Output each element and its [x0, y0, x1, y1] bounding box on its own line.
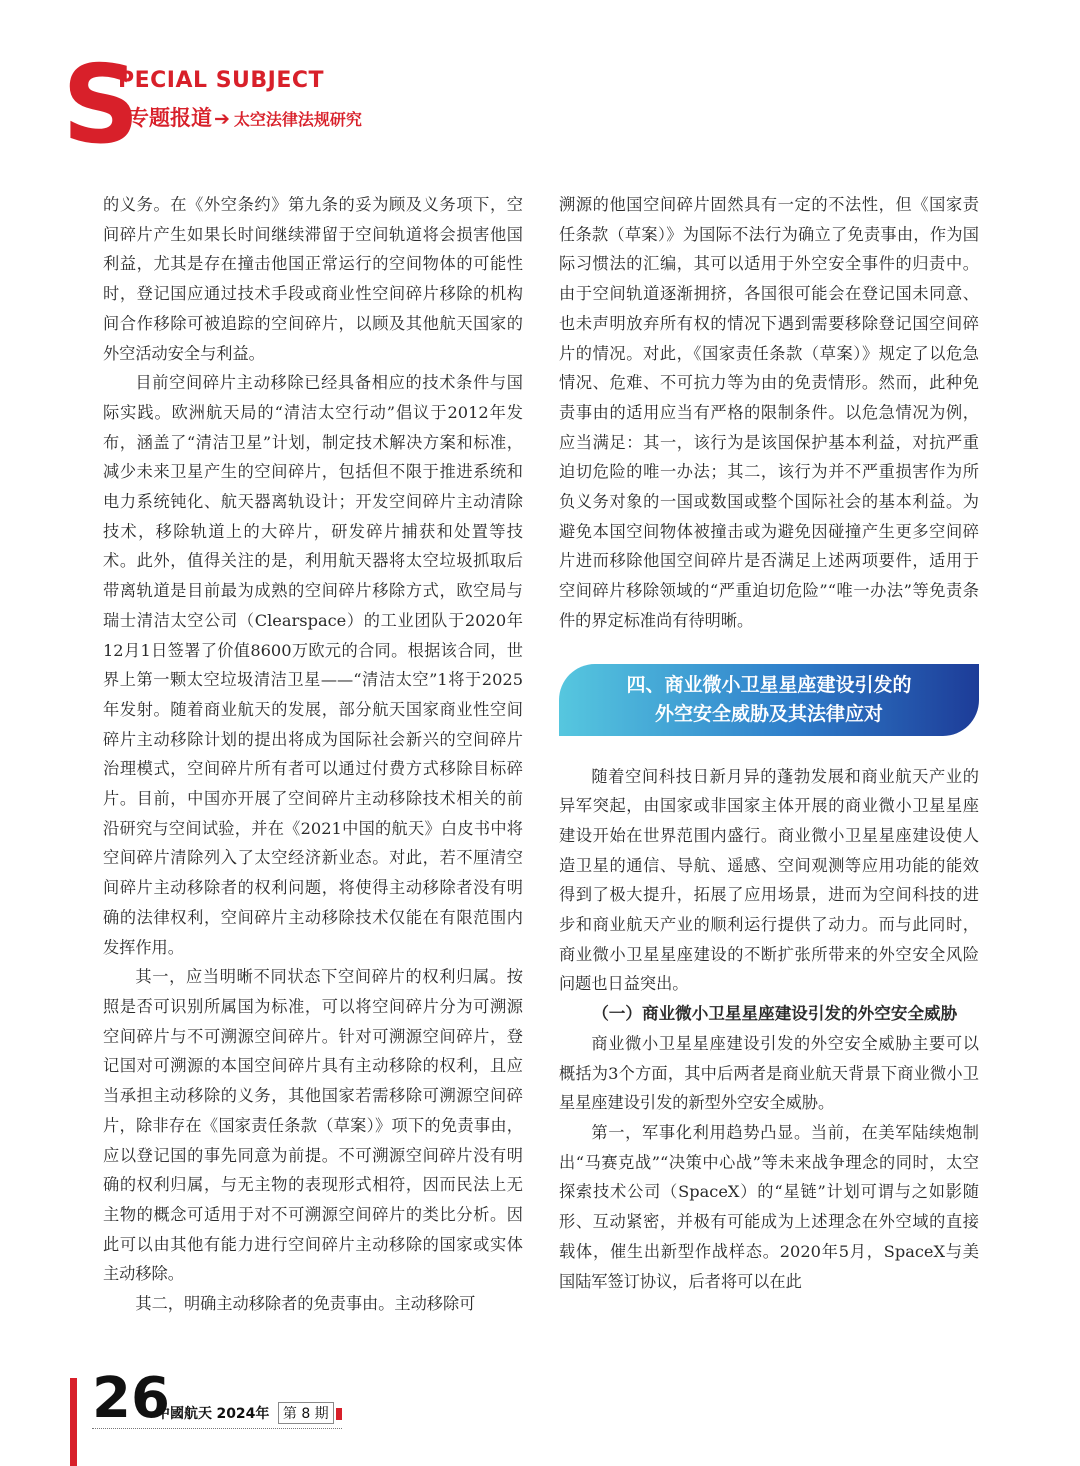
- arrow-right-icon: ➔: [214, 108, 230, 130]
- header-chinese-line: [128, 102, 362, 132]
- paragraph: 第一，军事化利用趋势凸显。当前，在美军陆续炮制出“马赛克战”“决策中心战”等未来战争理念的同时，太空探索技术公司（SpaceX）的“星链”计划可谓与之如影随形、互动紧密，并极有可能成为上述理念在外空域的直接载体，催生出新型作战样态。2020年5月，SpaceX与美国陆军签订协议，后者将可以在此: [559, 1122, 979, 1291]
- paragraph: 其一，应当明晰不同状态下空间碎片的权利归属。按照是否可识别所属国为标准，可以将空间碎片分为可溯源空间碎片与不可溯源空间碎片。针对可溯源空间碎片，登记国对可溯源的本国空间碎片具有主动移除的权利，且应当承担主动移除的义务，其他国家若需移除可溯源空间碎片，除非存在《国家责任条款（草案）》项下的免责事由，应以登记国的事先同意为前提。不可溯源空间碎片没有明确的权利归属，与无主物的表现形式相符，因而民法上无主物的概念可适用于对不可溯源空间碎片的类比分析。因此可以由其他有能力进行空间碎片主动移除的国家或实体主动移除。: [103, 967, 523, 1284]
- footer-accent-bar: [70, 1378, 77, 1466]
- header-big-letter: S: [62, 43, 140, 168]
- paragraph: 随着空间科技日新月异的蓬勃发展和商业航天产业的异军突起，由国家或非国家主体开展的商业微小卫星星座建设开始在世界范围内盛行。商业微小卫星星座建设使人造卫星的通信、导航、遥感、空间观测等应用功能的能效得到了极大提升，拓展了应用场景，进而为空间科技的进步和商业航天产业的顺利运行提供了动力。而与此同时，商业微小卫星星座建设的不断扩张所带来的外空安全风险问题也日益突出。: [559, 766, 979, 994]
- page-number: 26: [92, 1366, 170, 1431]
- footer-year: 2024年: [216, 1406, 270, 1422]
- right-column: [559, 190, 979, 1296]
- footer-info: [156, 1402, 342, 1424]
- header-subtitle: 太空法律法规研究: [233, 110, 362, 129]
- left-column: [103, 190, 523, 1319]
- section-banner-line1: 四、商业微小卫星星座建设引发的: [626, 673, 912, 696]
- section-header: [62, 43, 482, 168]
- paragraph: 其二，明确主动移除者的免责事由。主动移除可: [135, 1294, 476, 1314]
- paragraph: 溯源的他国空间碎片固然具有一定的不法性，但《国家责任条款（草案）》为国际不法行为确立了免责事由，作为国际习惯法的汇编，其可以适用于外空安全事件的归责中。由于空间轨道逐渐拥挤，各国很可能会在登记国未同意、也未声明放弃所有权的情况下遇到需要移除登记国空间碎片的情况。对此，《国家责任条款（草案）》规定了以危急情况、危难、不可抗力等为由的免责情形。然而，此种免责事由的适用应当有严格的限制条件。以危急情况为例，应当满足：其一，该行为是该国保护基本利益，对抗严重迫切危险的唯一办法；其二，该行为并不严重损害作为所负义务对象的一国或数国或整个国际社会的基本利益。为避免本国空间物体被撞击或为避免因碰撞产生更多空间碎片进而移除他国空间碎片是否满足上述两项要件，适用于空间碎片移除领域的“严重迫切危险”“唯一办法”等免责条件的界定标准尚有待明晰。: [559, 195, 979, 630]
- issue-badge: 第 8 期: [278, 1402, 334, 1424]
- footer-tick-mark: [336, 1408, 342, 1420]
- paragraph: 商业微小卫星星座建设引发的外空安全威胁主要可以概括为3个方面，其中后两者是商业航天背景下商业微小卫星星座建设引发的新型外空安全威胁。: [559, 1033, 979, 1113]
- header-english-title: PECIAL SUBJECT: [118, 68, 325, 93]
- paragraph: 目前空间碎片主动移除已经具备相应的技术条件与国际实践。欧洲航天局的“清洁太空行动”倡议于2012年发布，涵盖了“清洁卫星”计划，制定技术解决方案和标准，减少未来卫星产生的空间碎片，包括但不限于推进系统和电力系统钝化、航天器离轨设计；开发空间碎片主动清除技术，移除轨道上的大碎片，研发碎片捕获和处置等技术。此外，值得关注的是，利用航天器将太空垃圾抓取后带离轨道是目前最为成熟的空间碎片移除方式，欧空局与瑞士清洁太空公司（Clearspace）的工业团队于2020年12月1日签署了价值8600万欧元的合同。根据该合同，世界上第一颗太空垃圾清洁卫星——“清洁太空”1将于2025年发射。随着商业航天的发展，部分航天国家商业性空间碎片主动移除计划的提出将成为国际社会新兴的空间碎片治理模式，空间碎片所有者可以通过付费方式移除目标碎片。目前，中国亦开展了空间碎片主动移除技术相关的前沿研究与空间试验，并在《2021中国的航天》白皮书中将空间碎片清除列入了太空经济新业态。对此，若不厘清空间碎片主动移除者的权利问题，将使得主动移除者没有明确的法律权利，空间碎片主动移除技术仅能在有限范围内发挥作用。: [103, 373, 523, 957]
- header-chinese-title: 专题报道: [128, 106, 212, 130]
- section-banner-line2: 外空安全威胁及其法律应对: [654, 702, 883, 725]
- footer-dotted-rule: [92, 1428, 342, 1429]
- paragraph: 的义务。在《外空条约》第九条的妥为顾及义务项下，空间碎片产生如果长时间继续滞留于空间轨道将会损害他国利益，尤其是存在撞击他国正常运行的空间物体的可能性时，登记国应通过技术手段或商业性空间碎片移除的机构间合作移除可被追踪的空间碎片，以顾及其他航天国家的外空活动安全与利益。: [103, 195, 523, 363]
- sub-heading: （一）商业微小卫星星座建设引发的外空安全威胁: [592, 1003, 958, 1024]
- section-banner: [559, 664, 979, 736]
- magazine-name: 中國航天: [156, 1406, 212, 1422]
